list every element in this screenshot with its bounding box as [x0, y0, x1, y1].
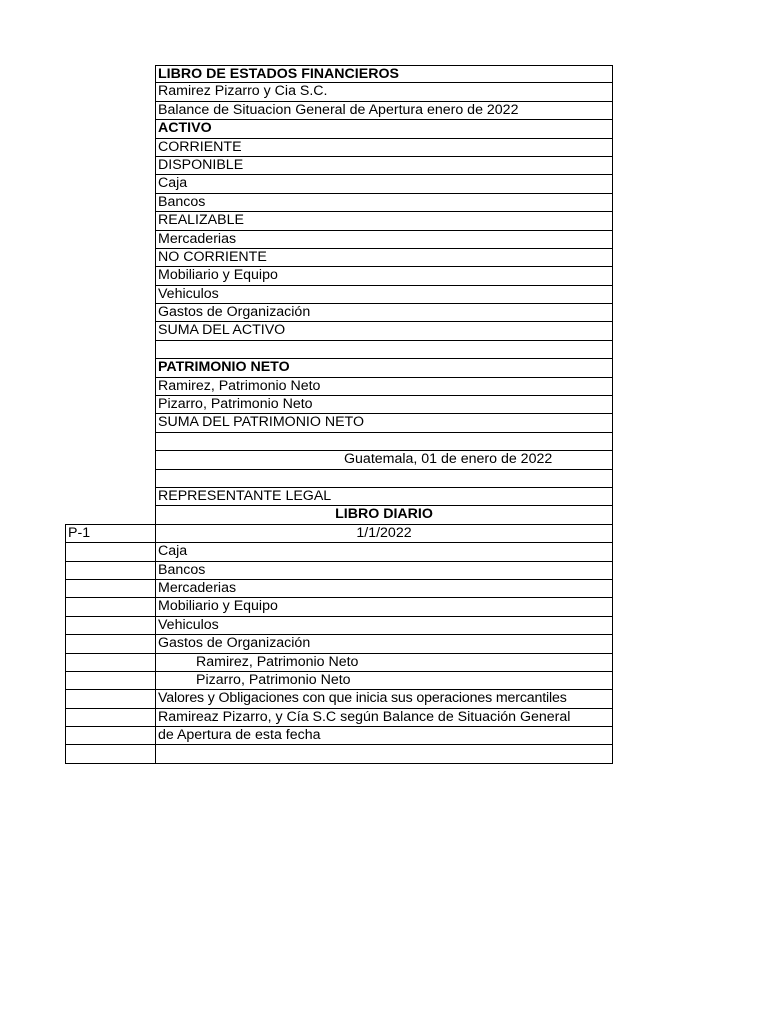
journal-line: Bancos [156, 562, 613, 580]
table-row [65, 635, 613, 653]
table-row [65, 175, 613, 193]
representante-label: REPRESENTANTE LEGAL [156, 488, 613, 506]
table-row [65, 451, 613, 469]
table-row [65, 396, 613, 414]
no-corriente-label: NO CORRIENTE [156, 249, 613, 267]
journal-description: Ramireaz Pizarro, y Cía S.C según Balance de Situación General [156, 709, 613, 727]
ramirez-pn-label: Ramirez, Patrimonio Neto [156, 378, 613, 396]
empty-cell [65, 83, 156, 101]
empty-cell [65, 745, 156, 763]
company-name: Ramirez Pizarro y Cia S.C. [156, 83, 613, 101]
table-row [65, 286, 613, 304]
table-row [65, 378, 613, 396]
balance-title: LIBRO DE ESTADOS FINANCIEROS [156, 65, 613, 83]
table-row [65, 102, 613, 120]
caja-label: Caja [156, 175, 613, 193]
mobiliario-label: Mobiliario y Equipo [156, 267, 613, 285]
table-row [65, 212, 613, 230]
empty-cell [65, 543, 156, 561]
empty-cell [156, 745, 613, 763]
table-row [65, 157, 613, 175]
table-row [65, 83, 613, 101]
table-row [65, 488, 613, 506]
disponible-label: DISPONIBLE [156, 157, 613, 175]
empty-cell [65, 433, 156, 451]
empty-cell [65, 157, 156, 175]
bancos-label: Bancos [156, 194, 613, 212]
table-row [65, 65, 613, 83]
journal-line: Vehiculos [156, 617, 613, 635]
empty-cell [65, 654, 156, 672]
journal-credit-line: Ramirez, Patrimonio Neto [156, 654, 613, 672]
empty-cell [65, 249, 156, 267]
empty-cell [65, 690, 156, 708]
table-row [65, 359, 613, 377]
table-row [65, 194, 613, 212]
table-row [65, 562, 613, 580]
suma-activo-label: SUMA DEL ACTIVO [156, 322, 613, 340]
activo-heading: ACTIVO [156, 120, 613, 138]
empty-cell [65, 562, 156, 580]
empty-cell [65, 304, 156, 322]
empty-cell [156, 341, 613, 359]
empty-cell [65, 414, 156, 432]
empty-cell [65, 672, 156, 690]
table-row [65, 543, 613, 561]
table-row [65, 580, 613, 598]
journal-line: Caja [156, 543, 613, 561]
empty-cell [65, 709, 156, 727]
empty-cell [65, 175, 156, 193]
empty-cell [65, 635, 156, 653]
empty-cell [65, 65, 156, 83]
empty-cell [65, 617, 156, 635]
empty-cell [65, 120, 156, 138]
table-row [65, 249, 613, 267]
empty-cell [65, 231, 156, 249]
balance-section [65, 65, 613, 525]
empty-cell [65, 598, 156, 616]
journal-description: de Apertura de esta fecha [156, 727, 613, 745]
gastos-label: Gastos de Organización [156, 304, 613, 322]
empty-cell [65, 580, 156, 598]
journal-credit-line: Pizarro, Patrimonio Neto [156, 672, 613, 690]
empty-cell [65, 194, 156, 212]
empty-cell [65, 139, 156, 157]
empty-cell [65, 488, 156, 506]
empty-cell [65, 286, 156, 304]
table-row [65, 120, 613, 138]
table-row [65, 231, 613, 249]
empty-cell [156, 470, 613, 488]
table-row [65, 433, 613, 451]
patrimonio-heading: PATRIMONIO NETO [156, 359, 613, 377]
empty-cell [65, 451, 156, 469]
balance-subtitle: Balance de Situacion General de Apertura enero de 2022 [156, 102, 613, 120]
table-row [65, 672, 613, 690]
table-row [65, 414, 613, 432]
table-row [65, 506, 613, 524]
empty-cell [65, 212, 156, 230]
table-row [65, 525, 613, 543]
table-row [65, 341, 613, 359]
table-row [65, 304, 613, 322]
table-row [65, 654, 613, 672]
empty-cell [65, 506, 156, 524]
suma-patrimonio-label: SUMA DEL PATRIMONIO NETO [156, 414, 613, 432]
table-row [65, 745, 613, 763]
empty-cell [65, 267, 156, 285]
realizable-label: REALIZABLE [156, 212, 613, 230]
vehiculos-label: Vehiculos [156, 286, 613, 304]
empty-cell [65, 359, 156, 377]
empty-cell [65, 396, 156, 414]
table-row [65, 690, 613, 708]
empty-cell [65, 322, 156, 340]
empty-cell [65, 727, 156, 745]
entry-number: P-1 [65, 525, 156, 543]
diario-title: LIBRO DIARIO [156, 506, 613, 524]
mercaderias-label: Mercaderias [156, 231, 613, 249]
table-row [65, 470, 613, 488]
pizarro-pn-label: Pizarro, Patrimonio Neto [156, 396, 613, 414]
entry-date: 1/1/2022 [156, 525, 613, 543]
place-date: Guatemala, 01 de enero de 2022 [156, 451, 613, 469]
empty-cell [65, 378, 156, 396]
journal-line: Mobiliario y Equipo [156, 598, 613, 616]
empty-cell [65, 102, 156, 120]
empty-cell [65, 470, 156, 488]
table-row [65, 709, 613, 727]
journal-line: Gastos de Organización [156, 635, 613, 653]
table-row [65, 617, 613, 635]
table-row [65, 727, 613, 745]
table-row [65, 139, 613, 157]
empty-cell [65, 341, 156, 359]
spreadsheet [65, 65, 613, 764]
empty-cell [156, 433, 613, 451]
journal-description: Valores y Obligaciones con que inicia sus operaciones mercantiles [156, 690, 613, 708]
diario-section [65, 525, 613, 764]
table-row [65, 267, 613, 285]
table-row [65, 598, 613, 616]
corriente-label: CORRIENTE [156, 139, 613, 157]
table-row [65, 322, 613, 340]
journal-line: Mercaderias [156, 580, 613, 598]
